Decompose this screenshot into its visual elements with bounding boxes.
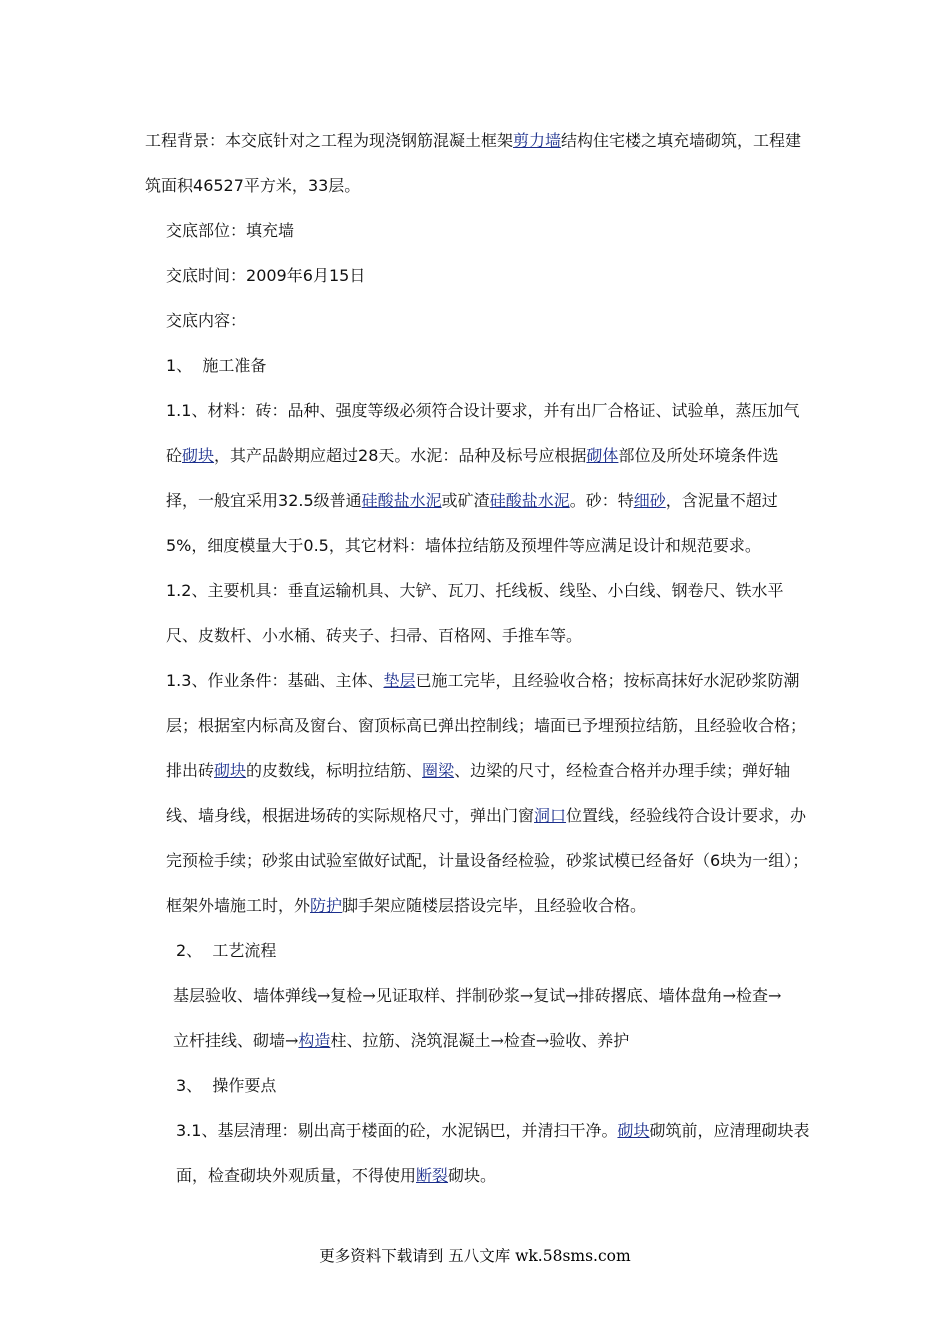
document-body — [145, 118, 810, 1198]
handover-part: 交底部位：填充墙 — [166, 221, 295, 240]
process-flow: 基层验收、墙体弹线→复检→见证取样、拌制砂浆→复试→排砖撂底、墙体盘角→检查→ 立杆挂线、砌墙→构造柱、拉筋、浇筑混凝土→检查→验收、养护 — [173, 986, 798, 1050]
link-construction[interactable]: 构造 — [298, 1031, 331, 1050]
section-3-1-base-cleaning: 3.1、基层清理：剔出高于楼面的砼，水泥锅巴，并清扫干净。砌块砌筑前，应清理砌块表面，检查砌块外观质量，不得使用断裂砌块。 — [176, 1121, 810, 1185]
section-3-heading: 3、 操作要点 — [176, 1076, 277, 1095]
link-block-2[interactable]: 砌块 — [214, 761, 247, 780]
link-shear-wall[interactable]: 剪力墙 — [513, 131, 562, 150]
section-2-heading: 2、 工艺流程 — [176, 941, 277, 960]
page-footer: 更多资料下载请到 五八文库 wk.58sms.com — [319, 1247, 631, 1265]
link-fracture[interactable]: 断裂 — [416, 1166, 449, 1185]
section-1-1-materials: 1.1、材料：砖：品种、强度等级必须符合设计要求，并有出厂合格证、试验单，蒸压加气砼砌块，其产品龄期应超过28天。水泥：品种及标号应根据砌体部位及所处环境条件选择，一般宜采用32.5级普通硅酸盐水泥或矿渣硅酸盐水泥。砂：特细砂，含泥量不超过5%，细度模量大于0.5，其它材料：墙体拉结筋及预埋件等应满足设计和规范要求。 — [166, 401, 800, 555]
section-1-2-tools: 1.2、主要机具：垂直运输机具、大铲、瓦刀、托线板、线坠、小白线、钢卷尺、铁水平尺、皮数杆、小水桶、砖夹子、扫帚、百格网、手推车等。 — [166, 581, 784, 645]
handover-time: 交底时间：2009年6月15日 — [166, 266, 366, 285]
section-1-3-conditions: 1.3、作业条件：基础、主体、垫层已施工完毕，且经验收合格；按标高抹好水泥砂浆防潮层；根据室内标高及窗台、窗顶标高已弹出控制线；墙面已予埋预拉结筋，且经验收合格；排出砖砌块的皮数线，标明拉结筋、圈梁、边梁的尺寸，经检查合格并办理手续；弹好轴线、墙身线，根据进场砖的实际规格尺寸，弹出门窗洞口位置线，经验线符合设计要求，办完预检手续；砂浆由试验室做好试配，计量设备经检验，砂浆试模已经备好（6块为一组）；框架外墙施工时，外防护脚手架应随楼层搭设完毕，且经验收合格。 — [166, 671, 809, 915]
link-portland-cement[interactable]: 硅酸盐水泥 — [361, 491, 442, 510]
link-masonry[interactable]: 砌体 — [586, 446, 619, 465]
link-opening[interactable]: 洞口 — [534, 806, 567, 825]
link-fine-sand[interactable]: 细砂 — [633, 491, 666, 510]
link-block-3[interactable]: 砌块 — [617, 1121, 650, 1140]
link-protection[interactable]: 防护 — [310, 896, 343, 915]
section-1-heading: 1、 施工准备 — [166, 356, 267, 375]
link-ring-beam[interactable]: 圈梁 — [422, 761, 455, 780]
project-background: 工程背景：本交底针对之工程为现浇钢筋混凝土框架剪力墙结构住宅楼之填充墙砌筑，工程建筑面积46527平方米，33层。 — [145, 131, 802, 195]
link-block[interactable]: 砌块 — [182, 446, 215, 465]
link-slag-portland-cement[interactable]: 硅酸盐水泥 — [489, 491, 570, 510]
handover-content-label: 交底内容： — [166, 311, 247, 330]
link-cushion-layer[interactable]: 垫层 — [383, 671, 416, 690]
